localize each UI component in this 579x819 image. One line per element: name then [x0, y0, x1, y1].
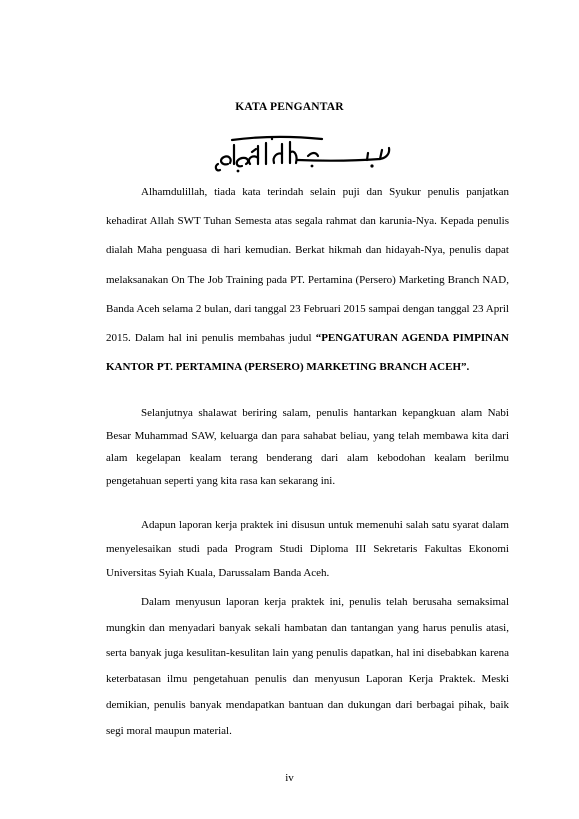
page-title: KATA PENGANTAR	[235, 101, 344, 113]
basmalah-calligraphy-icon	[212, 130, 392, 176]
paragraph-acknowledgement	[106, 590, 509, 744]
paragraph-purpose-text: Adapun laporan kerja praktek ini disusun untuk memenuhi salah satu syarat dalam menyelesaikan studi pada Program Studi Diploma III Sekretaris Fakultas Ekonomi Universitas Syiah Kuala, Darussalam Banda Aceh.	[106, 519, 509, 579]
page-number: iv	[285, 772, 294, 784]
paragraph-opening	[106, 178, 509, 382]
paragraph-shalawat-text: Selanjutnya shalawat beriring salam, penulis hantarkan kepangkuan alam Nabi Besar Muhammad SAW, keluarga dan para sahabat beliau, yang telah membawa kita dari alam kegelapan kealam terang benderang dari alam kebodohan kealam berilmu pengetahuan seperti yang kita rasa kan sekarang ini.	[106, 407, 509, 487]
report-title: “PENGATURAN AGENDA PIMPINAN KANTOR PT. PERTAMINA (PERSERO) MARKETING BRANCH ACEH”.	[106, 332, 509, 374]
paragraph-opening-text: Alhamdulillah, tiada kata terindah selain puji dan Syukur penulis panjatkan kehadirat Allah SWT Tuhan Semesta atas segala rahmat dan karunia-Nya. Kepada penulis dialah Maha penguasa di hari kemudian. Berkat hikmah dan hidayah-Nya, penulis dapat melaksanakan On The Job Training pada PT. Pertamina (Persero) Marketing Branch NAD, Banda Aceh selama 2 bulan, dari tanggal 23 Februari 2015 sampai dengan tanggal 23 April 2015. Dalam hal ini penulis membahas judul	[106, 186, 509, 345]
paragraph-shalawat	[106, 402, 509, 492]
paragraph-purpose	[106, 513, 509, 585]
paragraph-acknowledgement-text: Dalam menyusun laporan kerja praktek ini, penulis telah berusaha semaksimal mungkin dan menyadari banyak sekali hambatan dan tantangan yang harus penulis atasi, serta banyak juga kesulitan-kesulitan lain yang penulis dapatkan, hal ini disebabkan karena keterbatasan ilmu pengetahuan penulis dan menyusun Laporan Kerja Praktek. Meski demikian, penulis banyak mendapatkan bantuan dan dukungan dari berbagai pihak, baik segi moral maupun material.	[106, 596, 509, 737]
